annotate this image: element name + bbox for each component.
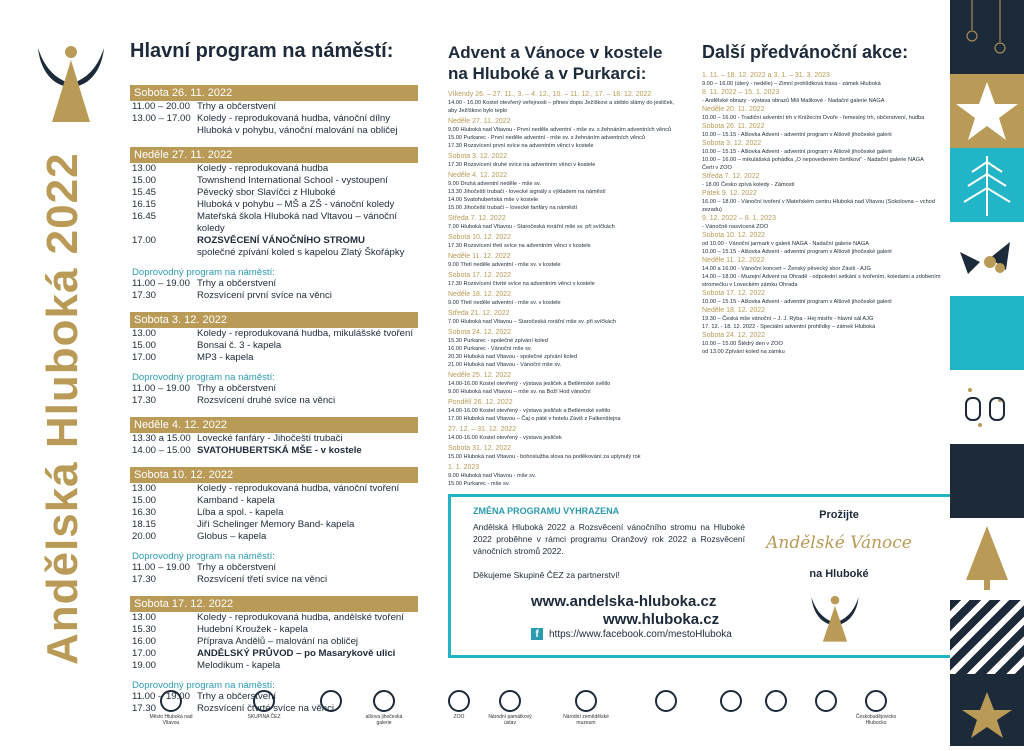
program-row xyxy=(130,574,418,586)
program-desc: Melodikum - kapela xyxy=(197,660,281,671)
church-title-line2: na Hluboké a v Purkarci: xyxy=(448,64,647,83)
program-time xyxy=(132,125,197,137)
program-row xyxy=(130,340,418,352)
program-day xyxy=(130,417,418,457)
event-item: 15.00 Purkarec - mše sv. xyxy=(448,481,510,487)
website-link-2[interactable]: www.hluboka.cz xyxy=(603,611,720,628)
program-desc: Příprava Andělů – malování na obličej xyxy=(197,636,359,647)
logo-label: Město Hluboká nad Vltavou xyxy=(149,714,193,726)
program-desc: ANDĚLSKÝ PRŮVOD – po Masarykově ulici xyxy=(197,648,396,659)
event-date: 8. 11. 2022 – 15. 1. 2023 xyxy=(702,89,780,96)
program-time: 16.00 xyxy=(132,636,157,647)
event-date: Sobota 10. 12. 2022 xyxy=(702,232,766,239)
event-date: Víkendy 26. – 27. 11., 3. – 4. 12., 10. – 11. 12., 17. – 18. 12. 2022 xyxy=(448,91,652,98)
partner-logo xyxy=(484,690,536,726)
logo-icon xyxy=(765,690,787,712)
side-program-label: Doprovodný program na náměstí: xyxy=(132,372,275,383)
program-time: 19.00 xyxy=(132,660,157,671)
program-time: 20.00 xyxy=(132,531,157,542)
logo-icon xyxy=(160,690,182,712)
program-desc: Townshend International School - vystoupení xyxy=(197,175,388,186)
partner-logo xyxy=(433,690,485,720)
program-desc: SVATOHUBERTSKÁ MŠE - v kostele xyxy=(197,445,362,456)
event-item: 9.00 Třetí neděle adventní - mše sv. v kostele xyxy=(448,262,561,268)
event-date: Neděle 25. 12. 2022 xyxy=(448,372,512,379)
event-item: 14.00-16.00 Kostel otevřený - výstava jesliček xyxy=(448,435,562,441)
program-desc: MP3 - kapela xyxy=(197,352,254,363)
event-item: 9.00 Hluboká nad Vltavou - První neděle adventní - mše sv. s žehnáním adventních věnců xyxy=(448,127,672,133)
facebook-link[interactable]: https://www.facebook.com/mestoHluboka xyxy=(549,629,732,640)
logo-label: Národní zemědělské muzeum xyxy=(563,714,609,726)
program-time: 17.30 xyxy=(132,290,157,301)
program-row xyxy=(130,101,418,113)
program-row xyxy=(130,278,418,290)
day-header: Neděle 27. 11. 2022 xyxy=(130,147,418,163)
event-item: 15.00 Jihočeští trubači – lovecké fanfáry na náměstí xyxy=(448,205,578,211)
event-date: Neděle 4. 12. 2022 xyxy=(448,172,508,179)
program-time: 13.00 – 17.00 xyxy=(132,113,191,124)
event-item: - Andělské obrazy - výstava obrazů Mili Maškové - Nadační galerie NAGA xyxy=(702,98,885,104)
logo-icon xyxy=(655,690,677,712)
left-column xyxy=(130,40,418,715)
program-time: 17.30 xyxy=(132,703,157,714)
promo-line3: na Hluboké xyxy=(809,568,869,580)
event-item: 16.00 Purkarec - Vánoční mše sv. xyxy=(448,346,532,352)
program-time: 13.00 xyxy=(132,483,157,494)
logo-icon xyxy=(373,690,395,712)
promo-line2: Andělské Vánoce xyxy=(766,533,912,553)
partner-logo xyxy=(145,690,197,726)
program-time: 15.30 xyxy=(132,624,157,635)
event-item: 16.00 – 18.00 - Vánoční tvoření v Mateřském centru Hluboká nad Vltavou (Sokolovna – vchod zezadu) xyxy=(702,199,935,213)
event-item: 7.00 Hluboká nad Vltavou - Staročeská roráťní mše sv. při svíčkách xyxy=(448,224,615,230)
logo-label: SKUPINA ČEZ xyxy=(247,714,281,720)
program-row xyxy=(130,352,418,364)
day-header: Sobota 17. 12. 2022 xyxy=(130,596,418,612)
event-item: 10.00 – 15.15 - Alšovka Advent - adventní program v Alšově jihočeské galerii xyxy=(702,149,892,155)
logo-label: ZOO xyxy=(453,714,465,720)
program-time: 11.00 – 19.00 xyxy=(132,278,190,289)
other-events-title: Další předvánoční akce: xyxy=(702,42,909,62)
event-date: 1. 1. 2023 xyxy=(448,464,480,471)
event-date: Středa 7. 12. 2022 xyxy=(448,215,506,222)
program-desc: Hluboká v pohybu – MŠ a ZŠ - vánoční koledy xyxy=(197,199,395,210)
event-item: 15.00 Hluboká nad Vltavou - bohoslužba slova na poděkování za uplynulý rok xyxy=(448,454,641,460)
middle-column xyxy=(448,42,680,488)
event-item: 13.30 Jihočeští trubači - lovecké signály s výkladem na náměstí xyxy=(448,189,606,195)
program-desc: Pěvecký sbor Slavíčci z Hluboké xyxy=(197,187,336,198)
program-time: 14.00 – 15.00 xyxy=(132,445,191,456)
event-item: 10.00 – 15.15 - Alšovka Advent - adventní program v Alšově jihočeské galerii xyxy=(702,132,892,138)
program-row xyxy=(130,247,418,259)
event-date: Neděle 27. 11. 2022 xyxy=(448,118,511,125)
program-desc: Trhy a občerstvení xyxy=(197,691,277,702)
program-row xyxy=(130,519,418,531)
event-date: 9. 12. 2022 – 8. 1. 2023 xyxy=(702,215,776,222)
right-column xyxy=(702,42,942,356)
program-time: 15.00 xyxy=(132,175,157,186)
program-row xyxy=(130,495,418,507)
event-item: 15.30 Purkarec - společné zpívání koled xyxy=(448,338,548,344)
event-date: Neděle 20. 11. 2022 xyxy=(702,106,765,113)
logo-icon xyxy=(253,690,275,712)
event-date: Neděle 18. 12. 2022 xyxy=(702,307,766,314)
program-time: 17.00 xyxy=(132,352,157,363)
partner-logo xyxy=(238,690,290,720)
program-day xyxy=(130,85,418,137)
program-row xyxy=(130,507,418,519)
program-desc: Rozsvícení první svíce na věnci xyxy=(197,290,332,301)
program-desc: Trhy a občerstvení xyxy=(197,383,277,394)
event-item: 9.00 Třetí neděle adventní - mše sv. v kostele xyxy=(448,300,561,306)
event-item: - Vánočně nasvícená ZOO xyxy=(702,224,769,230)
program-desc: Koledy - reprodukovaná hudba xyxy=(197,163,329,174)
star-tile xyxy=(950,74,1024,148)
event-item: 17.30 Rozsvícení třetí svíce na adventním věnci v kostele xyxy=(448,243,591,249)
event-item: 17.30 Rozsvícení čtvrté svíce na adventním věnci v kostele xyxy=(448,281,595,287)
program-time: 15.00 xyxy=(132,340,157,351)
event-date: Sobota 31. 12. 2022 xyxy=(448,445,512,452)
program-time: 17.00 xyxy=(132,648,157,659)
event-item: 15.00 Purkarec - První neděle adventní - mše sv. s žehnáním adventních věnců xyxy=(448,135,646,141)
event-date: Neděle 18. 12. 2022 xyxy=(448,291,512,298)
event-item: 9.00 Hluboká nad Vltavou – mše sv. na Boží Hod vánoční xyxy=(448,389,591,395)
day-header: Sobota 3. 12. 2022 xyxy=(130,312,418,328)
promo-line1: Prožijte xyxy=(819,509,859,521)
day-header: Neděle 4. 12. 2022 xyxy=(130,417,418,433)
program-day xyxy=(130,312,418,407)
stripes-tile-2 xyxy=(950,600,1024,674)
program-time: 16.30 xyxy=(132,507,157,518)
program-desc: Kamband - kapela xyxy=(197,495,275,506)
partner-logo xyxy=(640,690,692,714)
angel-logo xyxy=(36,42,106,124)
program-row xyxy=(130,199,418,211)
program-desc: Rozsvícení druhé svíce na věnci xyxy=(197,395,336,406)
program-row xyxy=(130,211,418,235)
notice-text: Andělská Hluboká 2022 a Rozsvěcení vánočního stromu na Hluboké 2022 proběhne v rámci programu Oranžový rok 2022 a Rozsvěcení vánočních stromů 2022. xyxy=(473,522,745,556)
event-item: 17.00 Hluboká nad Vltavou – Čaj o páté v hotelu Záviš z Falkenštejna xyxy=(448,416,621,422)
program-row xyxy=(130,175,418,187)
logo-icon xyxy=(865,690,887,712)
program-row xyxy=(130,187,418,199)
side-title: Andělská Hluboká 2022 xyxy=(38,152,87,665)
event-date: Sobota 3. 12. 2022 xyxy=(702,140,762,147)
program-row xyxy=(130,483,418,495)
program-time: 17.30 xyxy=(132,395,157,406)
event-date: Sobota 24. 12. 2022 xyxy=(702,332,766,339)
event-item: 14.00-16.00 Kostel otevřený - výstava jesliček a Betlémské světlo xyxy=(448,408,611,414)
event-item: 14.00-16.00 Kostel otevřený - výstava jesliček a Betlémské světlo xyxy=(448,381,611,387)
event-item: 14.00 a 16.00 - Vánoční koncert – Ženský pěvecký sbor Záviš - AJG xyxy=(702,266,871,272)
event-item: od 13.00 Zpívání koled na zámku xyxy=(702,349,785,355)
event-date: Sobota 10. 12. 2022 xyxy=(448,234,512,241)
event-item: 9.00 Hluboká nad Vltavou - mše sv. xyxy=(448,473,536,479)
event-item: od 10.00 - Vánoční jarmark v galerii NAGA - Nadační galerie NAGA xyxy=(702,241,869,247)
program-row xyxy=(130,562,418,574)
program-row xyxy=(130,648,418,660)
logo-icon xyxy=(575,690,597,712)
program-time: 16.45 xyxy=(132,211,157,222)
event-item: Čerti v ZOO xyxy=(702,165,732,171)
program-row xyxy=(130,125,418,137)
program-desc: Rozsvícení třetí svíce na věnci xyxy=(197,574,328,585)
program-desc: Koledy - reprodukovaná hudba, vánoční tvoření xyxy=(197,483,400,494)
thanks-text: Děkujeme Skupině ČEZ za partnerství! xyxy=(473,570,620,580)
logo-icon xyxy=(448,690,470,712)
partner-logo xyxy=(800,690,852,714)
cyan-tile xyxy=(950,296,1024,370)
event-item: 7.00 Hluboká nad Vltavou – Staročeská roráťní mše sv. při svíčkách xyxy=(448,319,617,325)
partner-logo xyxy=(305,690,357,714)
mittens-tile xyxy=(950,370,1024,444)
event-item: 10.00 – 15.00 Štědrý den v ZOO xyxy=(702,341,783,347)
event-item: 14.00 – 18.00 - Muzejní Advent na Ohradě - odpolední setkání s tvořením, koledami a zdobením stromečku v Loveckém zámku Ohrada xyxy=(702,274,941,288)
event-item: 10.00 – 15.15 - Alšovka Advent - adventní program v Alšově jihočeské galerii xyxy=(702,299,892,305)
main-program-title: Hlavní program na náměstí: xyxy=(130,40,394,62)
program-time: 11.00 – 19.00 xyxy=(132,383,190,394)
event-date: Sobota 26. 11. 2022 xyxy=(702,123,765,130)
event-item: 19.30 – Česká mše vánoční – J. J. Ryba - Hej mistře - hlavní sál AJG xyxy=(702,316,874,322)
program-time: 11.00 – 20.00 xyxy=(132,101,190,112)
program-time: 13.00 xyxy=(132,612,157,623)
side-program-label: Doprovodný program na náměstí: xyxy=(132,680,275,691)
gold-tree-tile xyxy=(950,518,1024,600)
partner-logo xyxy=(358,690,410,726)
program-time xyxy=(132,247,197,259)
event-item: 9.00 – 16.00 (úterý - neděle) – Zimní prohlídková trasa - zámek Hluboká xyxy=(702,81,881,87)
program-time: 15.45 xyxy=(132,187,157,198)
program-desc: Mateřská škola Hluboká nad Vltavou – vánoční koledy xyxy=(197,211,397,234)
event-item: 17. 12. - 18. 12. 2022 - Speciální adventní prohlídky – zámek Hluboká xyxy=(702,324,876,330)
event-date: Pátek 9. 12. 2022 xyxy=(702,190,757,197)
program-time: 11.00 – 19.00 xyxy=(132,691,190,702)
event-date: Středa 21. 12. 2022 xyxy=(448,310,510,317)
event-item: 21.00 Hluboká nad Vltavou - Vánoční mše sv. xyxy=(448,362,562,368)
angel-icon xyxy=(809,593,861,643)
day-header: Sobota 10. 12. 2022 xyxy=(130,467,418,483)
program-row xyxy=(130,235,418,247)
event-item: 9.00 Druhá adventní neděle - mše sv. xyxy=(448,181,541,187)
event-date: 1. 11. – 18. 12. 2022 a 3. 1. – 31. 3. 2023 xyxy=(702,72,830,79)
program-time: 13.00 xyxy=(132,163,157,174)
program-desc: Koledy - reprodukovaná hudba, andělské tvoření xyxy=(197,612,404,623)
program-time: 13.00 xyxy=(132,328,157,339)
bottom-star-tile xyxy=(950,674,1024,746)
program-time: 17.00 xyxy=(132,235,157,246)
partner-logo xyxy=(850,690,902,726)
program-time: 13.30 a 15.00 xyxy=(132,433,191,444)
program-row xyxy=(130,113,418,125)
program-desc: Trhy a občerstvení xyxy=(197,562,277,573)
program-desc: Hudební Kroužek - kapela xyxy=(197,624,308,635)
logo-icon xyxy=(815,690,837,712)
logo-label: alšova jihočeská galerie xyxy=(365,714,403,726)
program-desc: Jiří Schelinger Memory Band- kapela xyxy=(197,519,355,530)
program-desc: ROZSVĚCENÍ VÁNOČNÍHO STROMU xyxy=(197,235,365,246)
tree-tile xyxy=(950,148,1024,222)
program-row xyxy=(130,531,418,543)
event-date: Sobota 17. 12. 2022 xyxy=(702,290,766,297)
event-item: 14.00 - 16.00 Kostel otevřený veřejnosti – přines dopis Ježíškovi a stéblo slámy do jesliček, aby Ježíškovi bylo teplo xyxy=(448,100,675,114)
event-date: Neděle 11. 12. 2022 xyxy=(702,257,765,264)
event-date: Sobota 24. 12. 2022 xyxy=(448,329,512,336)
event-date: Středa 7. 12. 2022 xyxy=(702,173,760,180)
event-item: 10.00 – 15.15 - Alšovka Advent - adventní program v Alšově jihočeské galerii xyxy=(702,249,892,255)
program-desc: Koledy - reprodukovaná hudba, mikulášské tvoření xyxy=(197,328,413,339)
program-time: 11.00 – 19.00 xyxy=(132,562,190,573)
program-row xyxy=(130,383,418,395)
day-header: Sobota 26. 11. 2022 xyxy=(130,85,418,101)
program-row xyxy=(130,395,418,407)
notice-heading: ZMĚNA PROGRAMU VYHRAZENA xyxy=(473,506,620,516)
program-desc: Líba a spol. - kapela xyxy=(197,507,284,518)
program-desc: Hluboká v pohybu, vánoční malování na obličej xyxy=(197,125,398,136)
partner-logo xyxy=(560,690,612,726)
program-row xyxy=(130,660,418,672)
program-day xyxy=(130,467,418,586)
program-desc: Koledy - reprodukovaná hudba, vánoční dílny xyxy=(197,113,391,124)
logo-icon xyxy=(320,690,342,712)
notice-box xyxy=(448,494,950,658)
event-item: - 18.00 Česko zpívá koledy - Zámostí xyxy=(702,182,795,188)
event-date: Pondělí 26. 12. 2022 xyxy=(448,399,513,406)
program-time: 18.15 xyxy=(132,519,157,530)
event-date: 27. 12. – 31. 12. 2022 xyxy=(448,426,517,433)
program-time: 15.00 xyxy=(132,495,157,506)
program-row xyxy=(130,328,418,340)
side-program-label: Doprovodný program na náměstí: xyxy=(132,551,275,562)
stripes-tile xyxy=(950,444,1024,518)
event-item: 10.00 – 16.00 – mikulášská pohádka „O nepovedeném čertíkovi" - Nadační galerie NAGA xyxy=(702,157,924,163)
program-time: 16.15 xyxy=(132,199,157,210)
program-desc: Globus – kapela xyxy=(197,531,267,542)
program-desc: společné zpívání koled s kapelou Zlatý Škořápky xyxy=(197,247,405,258)
event-item: 17.30 Rozsvícení první svíce na adventním věnci v kostele xyxy=(448,143,594,149)
program-row xyxy=(130,290,418,302)
event-item: 10.00 – 16.00 - Tradiční adventní trh v Knížecím Dvoře - řemeslný trh, občerstvení, hudba xyxy=(702,115,925,121)
program-desc: Rozsvícení čtvrté svíce na věnci xyxy=(197,703,335,714)
side-program-label: Doprovodný program na náměstí: xyxy=(132,267,275,278)
program-desc: Trhy a občerstvení xyxy=(197,101,277,112)
event-item: 17.30 Rozsvícení druhé svíce na adventním věnci v kostele xyxy=(448,162,596,168)
program-row xyxy=(130,636,418,648)
event-date: Sobota 3. 12. 2022 xyxy=(448,153,508,160)
church-title-line1: Advent a Vánoce v kostele xyxy=(448,43,663,62)
event-date: Sobota 17. 12. 2022 xyxy=(448,272,512,279)
program-row xyxy=(130,612,418,624)
logo-label: Českobudějovicko Hlubocko xyxy=(855,714,897,726)
logo-icon xyxy=(720,690,742,712)
website-link-1[interactable]: www.andelska-hluboka.cz xyxy=(531,593,717,610)
holly-tile xyxy=(950,222,1024,296)
ornaments-tile xyxy=(950,0,1024,74)
program-row xyxy=(130,433,418,445)
program-desc: Lovecké fanfáry - Jihočeští trubači xyxy=(197,433,343,444)
facebook-icon: f xyxy=(531,628,543,640)
program-row xyxy=(130,163,418,175)
program-row xyxy=(130,624,418,636)
program-row xyxy=(130,445,418,457)
event-item: 20.30 Hluboká nad Vltavou - společné zpívání koled xyxy=(448,354,578,360)
partner-logo xyxy=(750,690,802,714)
event-date: Neděle 11. 12. 2022 xyxy=(448,253,511,260)
program-desc: Trhy a občerstvení xyxy=(197,278,277,289)
program-day xyxy=(130,147,418,302)
logo-icon xyxy=(499,690,521,712)
program-time: 17.30 xyxy=(132,574,157,585)
logo-label: Národní památkový ústav xyxy=(488,714,532,726)
event-item: 14.00 Svatohubertská mše v kostele xyxy=(448,197,539,203)
program-desc: Bonsai č. 3 - kapela xyxy=(197,340,282,351)
